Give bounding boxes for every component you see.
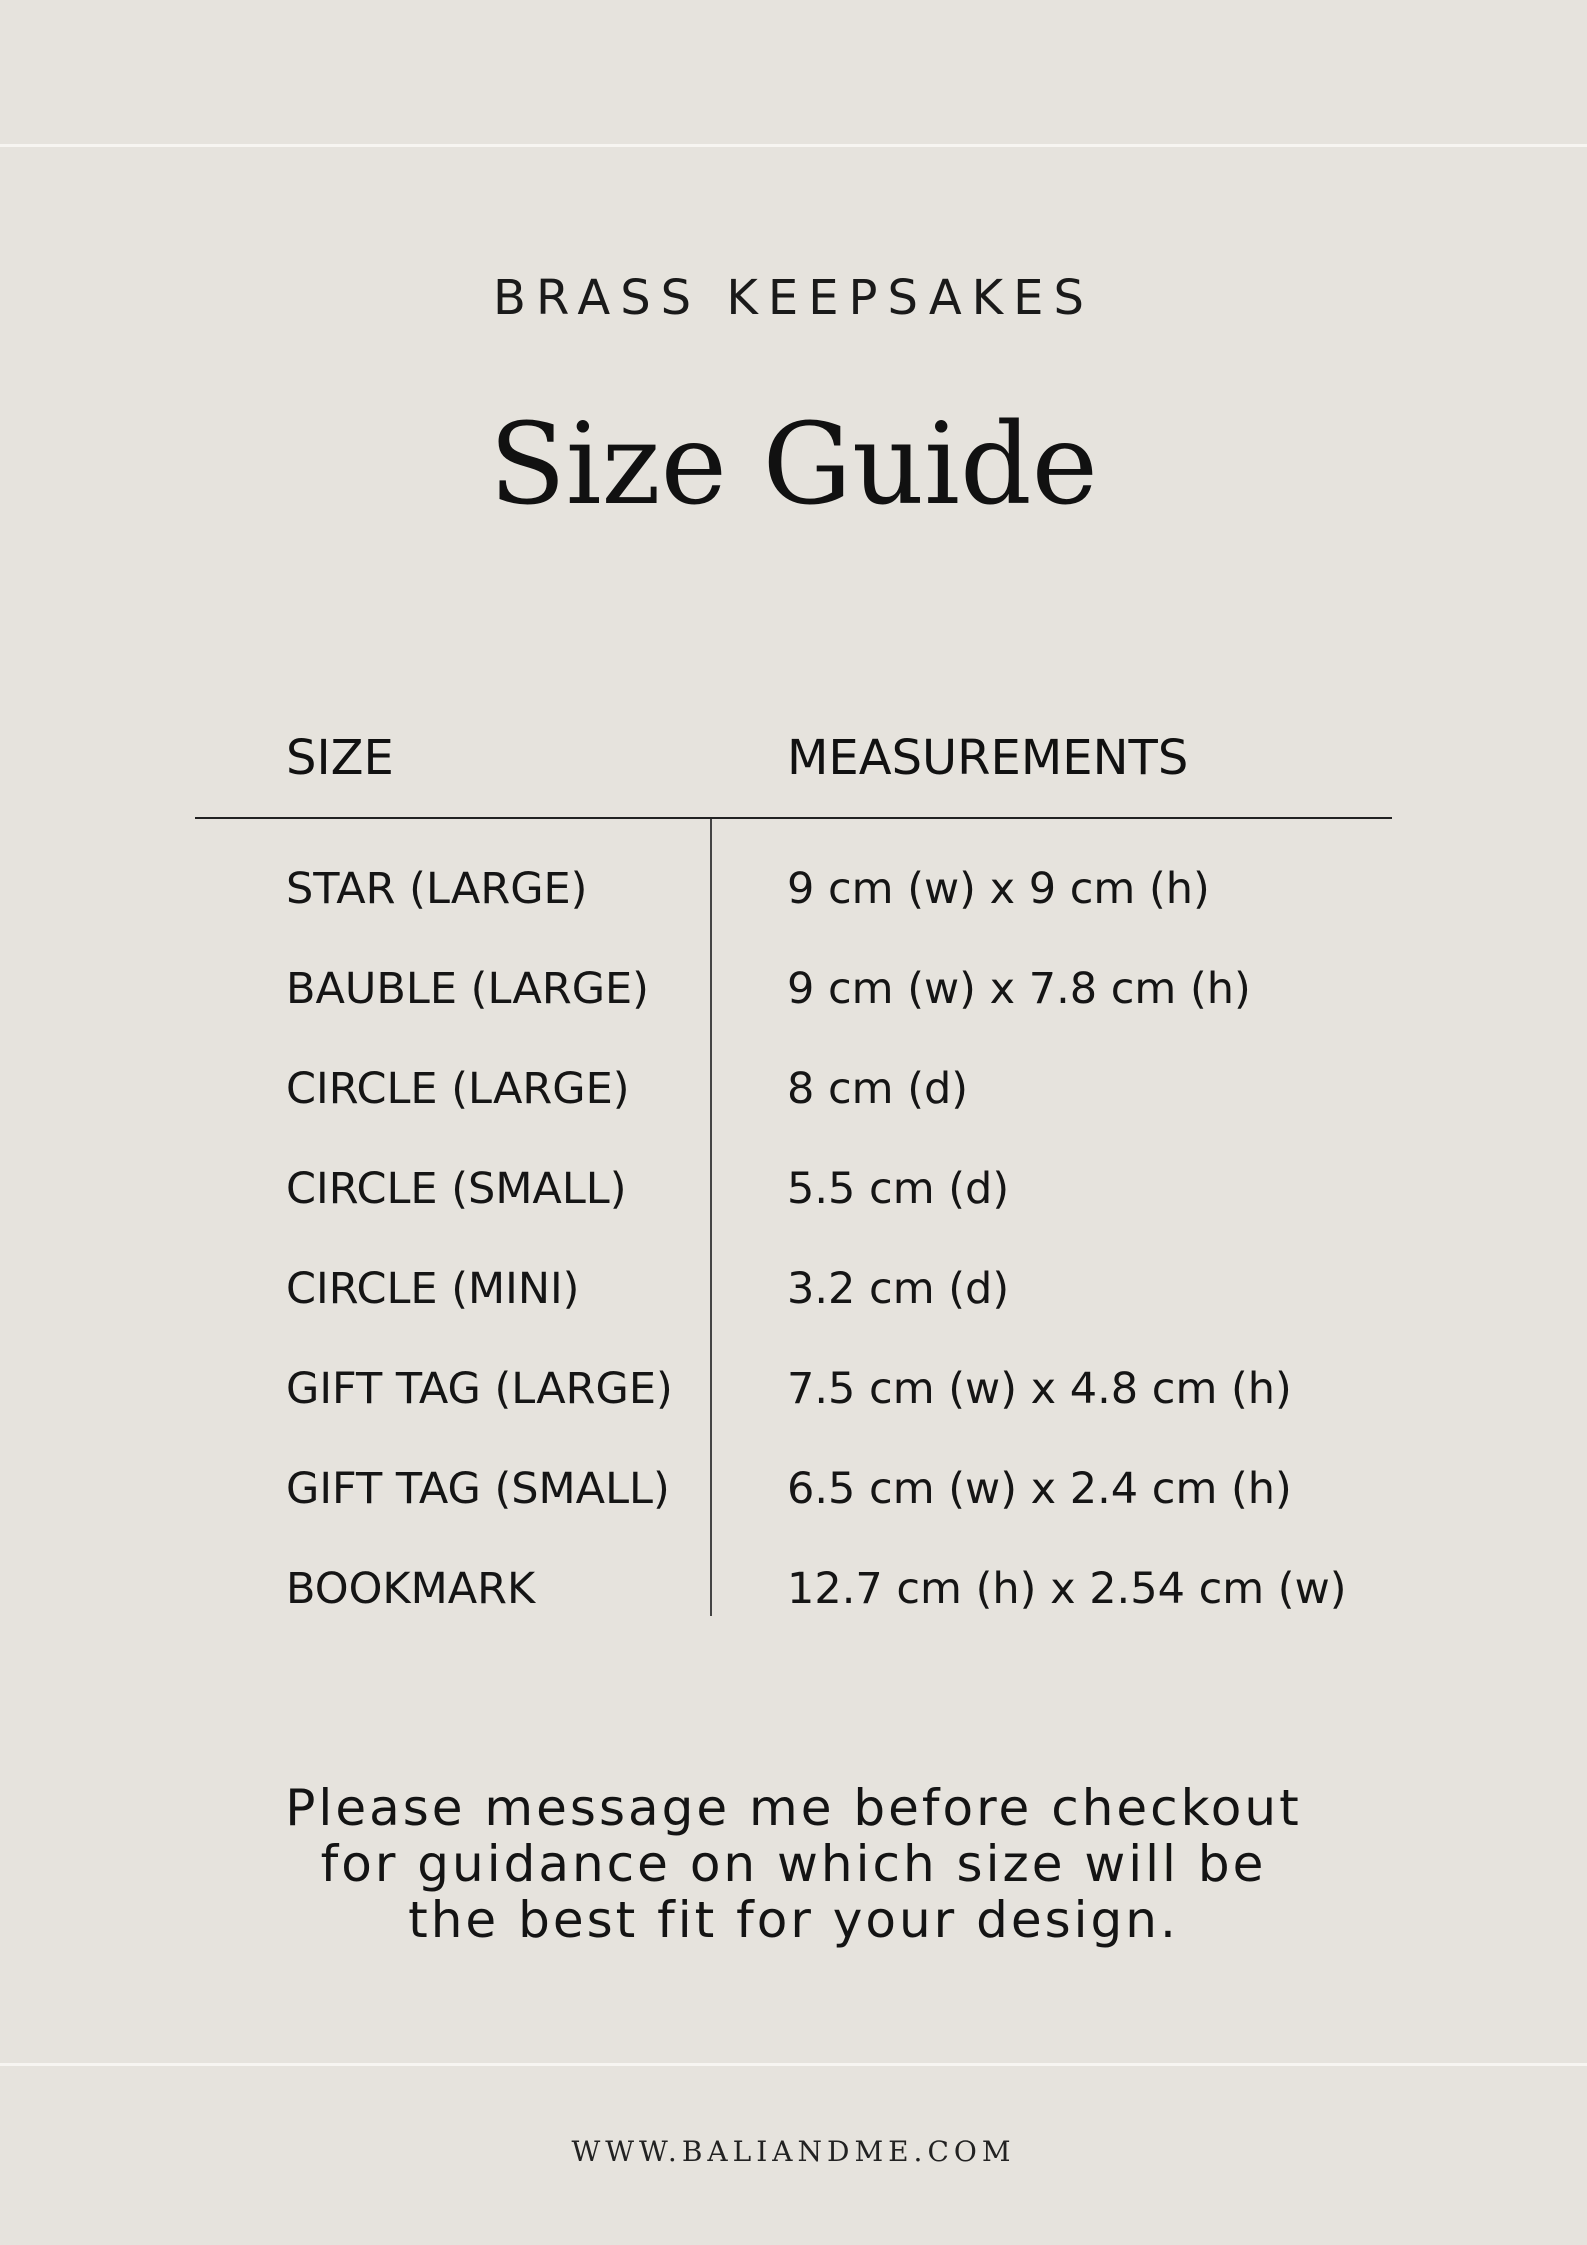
top-divider [0,144,1587,147]
page-title: Size Guide [489,400,1098,530]
table-row [0,1458,1587,1558]
bottom-divider [0,2063,1587,2066]
size-cell: GIFT TAG (SMALL) [286,1464,670,1514]
brand-name: BRASS KEEPSAKES [493,270,1094,326]
table-row [0,858,1587,958]
measurement-cell: 9 cm (w) x 7.8 cm (h) [787,964,1251,1014]
column-header-size: SIZE [286,730,394,786]
note-line: for guidance on which size will be [320,1835,1267,1893]
size-cell: GIFT TAG (LARGE) [286,1364,673,1414]
checkout-note [0,1780,1587,1948]
table-row [0,1558,1587,1658]
size-cell: BAUBLE (LARGE) [286,964,649,1014]
measurement-cell: 6.5 cm (w) x 2.4 cm (h) [787,1464,1292,1514]
size-cell: CIRCLE (SMALL) [286,1164,627,1214]
size-cell: CIRCLE (LARGE) [286,1064,630,1114]
size-cell: BOOKMARK [286,1564,536,1614]
measurement-cell: 3.2 cm (d) [787,1264,1010,1314]
measurement-cell: 9 cm (w) x 9 cm (h) [787,864,1210,914]
website-url: WWW.BALIANDME.COM [571,2135,1016,2168]
table-row [0,1058,1587,1158]
table-header-rule [195,817,1392,819]
measurement-cell: 7.5 cm (w) x 4.8 cm (h) [787,1364,1292,1414]
table-row [0,1158,1587,1258]
size-cell: STAR (LARGE) [286,864,588,914]
measurement-cell: 5.5 cm (d) [787,1164,1010,1214]
note-line: Please message me before checkout [285,1779,1302,1837]
size-table-body [0,858,1587,1658]
table-row [0,1358,1587,1458]
size-cell: CIRCLE (MINI) [286,1264,580,1314]
column-header-measurements: MEASUREMENTS [787,730,1189,786]
table-row [0,1258,1587,1358]
measurement-cell: 8 cm (d) [787,1064,969,1114]
table-row [0,958,1587,1058]
note-line: the best fit for your design. [408,1891,1179,1949]
measurement-cell: 12.7 cm (h) x 2.54 cm (w) [787,1564,1347,1614]
